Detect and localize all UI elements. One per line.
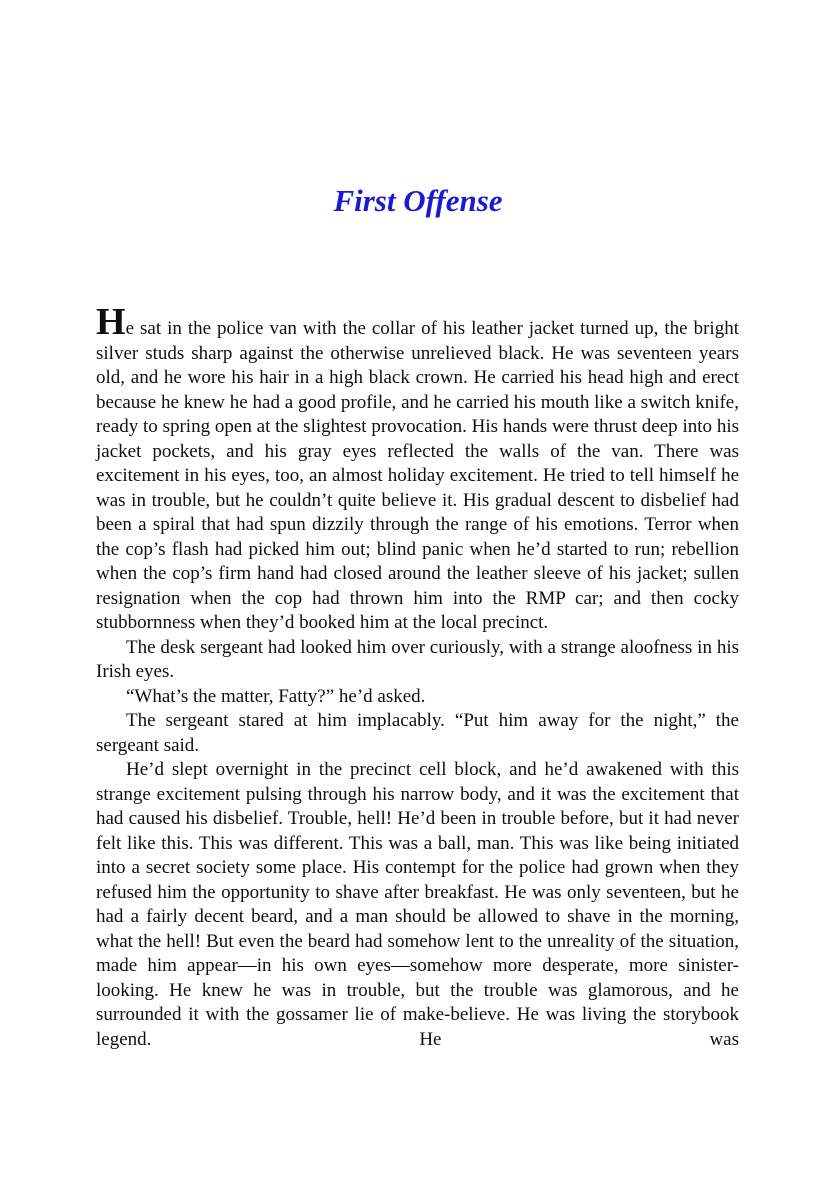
paragraph-4: The sergeant stared at him implacably. “Put him away for the night,” the sergeant said.: [96, 710, 739, 756]
raised-initial-cap: H: [96, 301, 126, 343]
paragraph-3: “What’s the matter, Fatty?” he’d asked.: [126, 685, 426, 707]
paragraph-5: He’d slept overnight in the precinct cell block, and he’d awakened with this strange excitement pulsing through his narrow body, and it was the excitement that had caused his disbelief. Trouble, hell! He’d been in trouble before, but it had never felt like this. This was different. This was a ball, man. This was like being initiated into a secret society some place. His contempt for the police had grown when they refused him the opportunity to shave after breakfast. He was only seventeen, but he had a fairly decent beard, and a man should be allowed to shave in the morning, what the hell! But even the beard had somehow lent to the unreality of the situation, made him appear—in his own eyes—somehow more desperate, more sinister-looking. He knew he was in trouble, but the trouble was glamorous, and he surrounded it with the gossamer lie of make-believe. He was living the storybook legend. He was: [96, 759, 739, 1050]
paragraph-1: [96, 301, 739, 636]
chapter-title: First Offense: [333, 183, 503, 218]
body-text: [96, 301, 739, 1052]
paragraph-1-text: e sat in the police van with the collar of his leather jacket turned up, the bright silver studs sharp against the otherwise unrelieved black. He was seventeen years old, and he wore his hair in a high black crown. He carried his head high and erect because he knew he had a good profile, and he carried his mouth like a switch knife, ready to spring open at the slightest provocation. His hands were thrust deep into his jacket pockets, and his gray eyes reflected the walls of the van. There was excitement in his eyes, too, an almost holiday excitement. He tried to tell himself he was in trouble, but he couldn’t quite believe it. His gradual descent to disbelief had been a spiral that had spun dizzily through the range of his emotions. Terror when the cop’s flash had picked him out; blind panic when he’d started to run; rebellion when the cop’s firm hand had closed around the leather sleeve of his jacket; sullen resignation when the cop had thrown him into the RMP car; and then cocky stubbornness when they’d booked him at the local precinct.: [96, 318, 739, 633]
paragraph-2: The desk sergeant had looked him over curiously, with a strange aloofness in his Irish eyes.: [96, 636, 739, 682]
